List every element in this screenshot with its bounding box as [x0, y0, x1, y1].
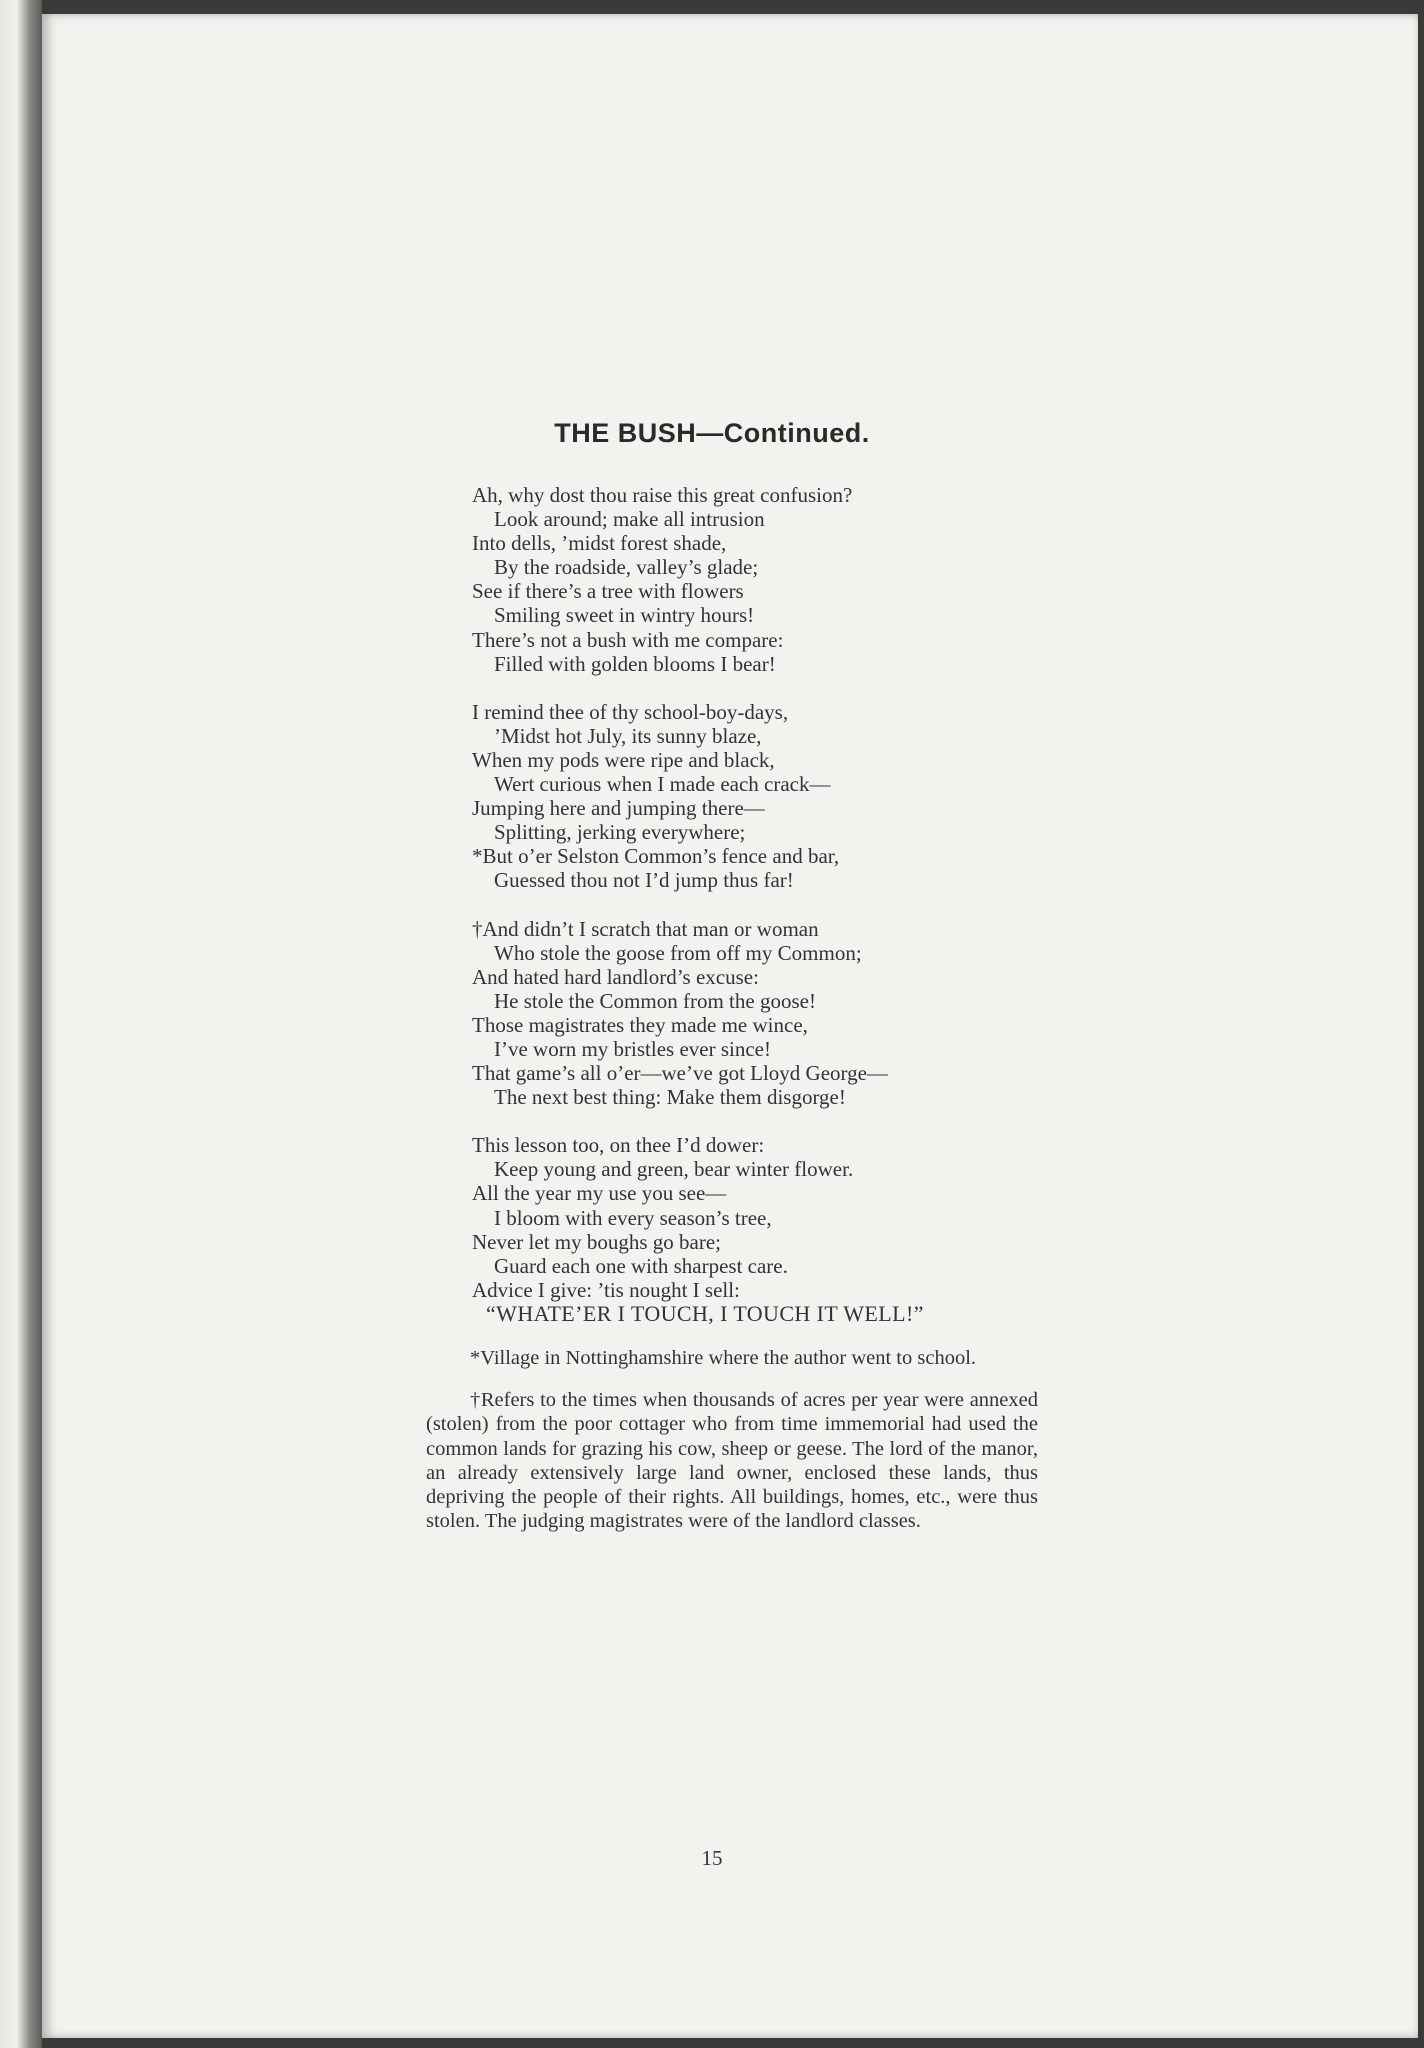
stanza: [472, 700, 1072, 893]
poem-line: ’Midst hot July, its sunny blaze,: [494, 723, 762, 748]
poem-line: Look around; make all intrusion: [494, 507, 765, 532]
stanza: [472, 917, 1072, 1110]
poem-line: This lesson too, on thee I’d dower:: [472, 1133, 765, 1158]
poem-line: Advice I give: ’tis nought I sell:: [472, 1277, 740, 1302]
poem-line: Into dells, ’midst forest shade,: [472, 531, 727, 556]
poem-line: Guessed thou not I’d jump thus far!: [494, 868, 794, 893]
poem-line: Smiling sweet in wintry hours!: [494, 603, 755, 628]
poem-line: I remind thee of thy school-boy-days,: [472, 699, 789, 724]
poem-line: Splitting, jerking everywhere;: [494, 820, 746, 845]
poem-line: That game’s all o’er—we’ve got Lloyd George—: [472, 1061, 888, 1086]
poem-line: See if there’s a tree with flowers: [472, 579, 744, 604]
poem-line: Wert curious when I made each crack—: [494, 772, 831, 797]
poem: [472, 483, 1072, 1350]
poem-line: When my pods were ripe and black,: [472, 747, 775, 772]
footnotes: [426, 1346, 1038, 1551]
poem-line: And hated hard landlord’s excuse:: [472, 964, 759, 989]
page-title: THE BUSH—Continued.: [554, 418, 870, 448]
poem-line: I’ve worn my bristles ever since!: [494, 1036, 771, 1061]
poem-line: Jumping here and jumping there—: [472, 796, 765, 821]
footnote-enclosure: †Refers to the times when thousands of acres per year were annexed (stolen) from the poor cottager who from time immemorial had used the common lands for grazing his cow, sheep or geese. The lord of the manor, an already extensively large land owner, enclosed these lands, thus depriving the people of their rights. All buildings, homes, etc., were thus stolen. The judging magistrates were of the landlord classes.: [426, 1389, 1038, 1533]
stanza: [472, 1133, 1072, 1326]
poem-line: I bloom with every season’s tree,: [494, 1205, 772, 1230]
poem-line: All the year my use you see—: [472, 1181, 727, 1206]
poem-line: Those magistrates they made me wince,: [472, 1012, 808, 1037]
poem-line: Who stole the goose from off my Common;: [494, 940, 862, 965]
poem-line: Filled with golden blooms I bear!: [494, 651, 776, 676]
footnote-village: *Village in Nottinghamshire where the author went to school.: [470, 1347, 977, 1369]
poem-line: By the roadside, valley’s glade;: [494, 555, 759, 580]
poem-line: Ah, why dost thou raise this great confusion?: [472, 483, 853, 507]
poem-line: Keep young and green, bear winter flower.: [494, 1157, 854, 1182]
poem-motto: “WHATE’ER I TOUCH, I TOUCH IT WELL!”: [486, 1300, 924, 1326]
stanza: [472, 483, 1072, 676]
book-spine: [0, 0, 42, 2048]
poem-line: There’s not a bush with me compare:: [472, 627, 784, 652]
poem-line: The next best thing: Make them disgorge!: [494, 1085, 846, 1110]
poem-line: Never let my boughs go bare;: [472, 1229, 722, 1254]
poem-line: Guard each one with sharpest care.: [494, 1253, 788, 1278]
page-number: 15: [701, 1846, 723, 1870]
poem-line: †And didn’t I scratch that man or woman: [472, 916, 819, 941]
poem-line: He stole the Common from the goose!: [494, 988, 816, 1013]
poem-line: *But o’er Selston Common’s fence and bar,: [472, 844, 840, 869]
